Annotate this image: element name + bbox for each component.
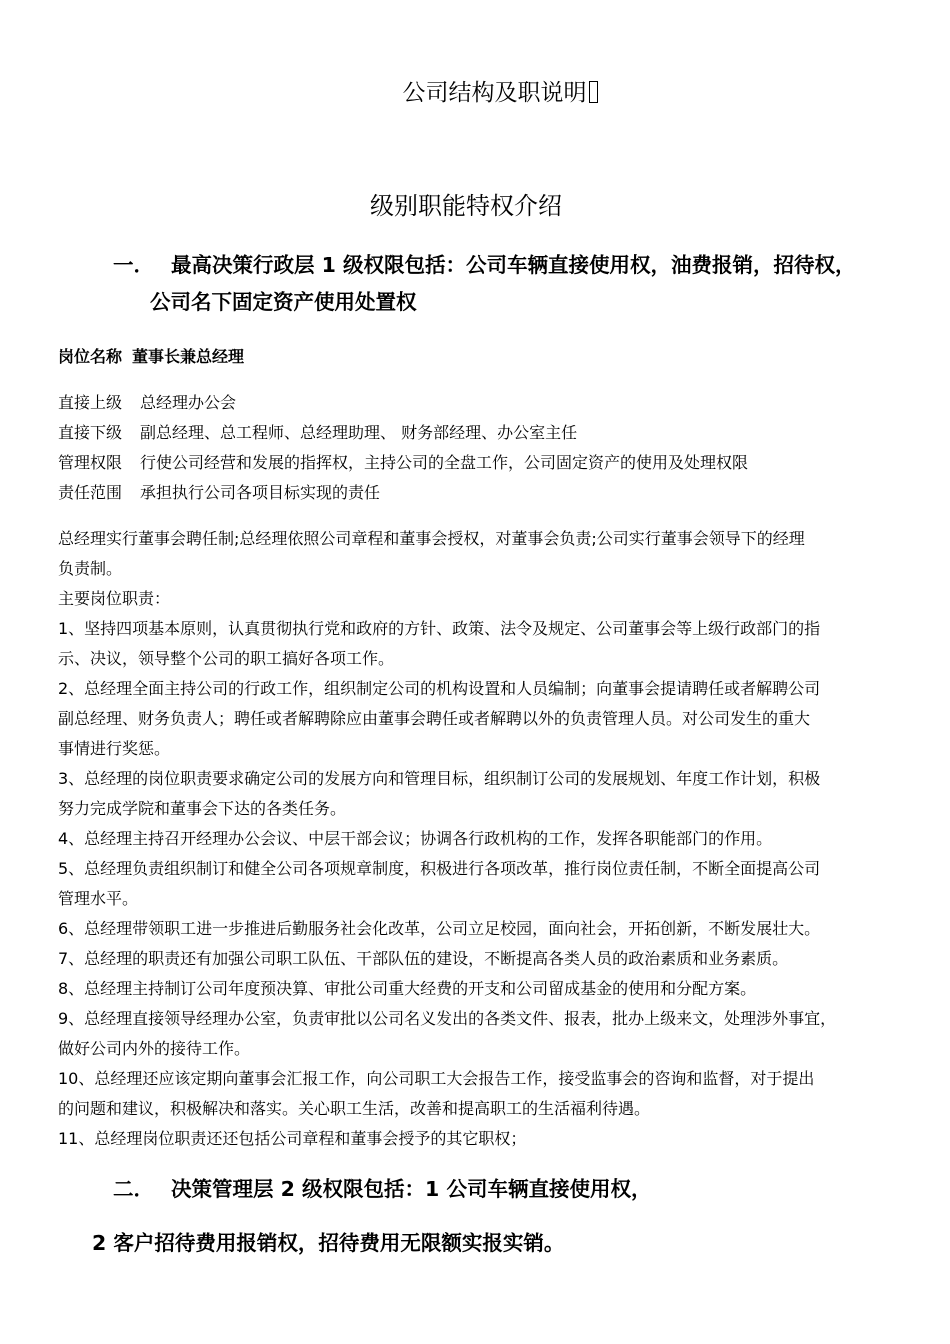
info-row xyxy=(58,418,748,448)
info-row xyxy=(58,448,748,478)
paragraph xyxy=(58,614,908,674)
heading-one-line1 xyxy=(113,248,856,282)
paragraph-line: 管理水平。 xyxy=(58,889,139,908)
info-key: 直接下级 xyxy=(58,423,123,442)
paragraph xyxy=(58,674,908,764)
paragraph xyxy=(58,1064,908,1124)
position-label: 岗位名称 xyxy=(58,347,123,366)
heading-two-line1 xyxy=(113,1172,651,1206)
paragraph-line: 5、总经理负责组织制订和健全公司各项规章制度，积极进行各项改革，推行岗位责任制，不断全面提高公司 xyxy=(58,859,821,878)
paragraph xyxy=(58,944,908,974)
heading-one-number: 一． xyxy=(113,253,154,277)
paragraph-line: 6、总经理带领职工进一步推进后勤服务社会化改革，公司立足校园，面向社会，开拓创新，不断发展壮大。 xyxy=(58,919,821,938)
paragraph-line: 1、坚持四项基本原则，认真贯彻执行党和政府的方针、政策、法令及规定、公司董事会等上级行政部门的指 xyxy=(58,619,821,638)
paragraph-line: 9、总经理直接领导经理办公室，负责审批以公司名义发出的各类文件、报表，批办上级来文，处理涉外事宜， xyxy=(58,1009,837,1028)
duties-body xyxy=(58,524,908,1154)
paragraph xyxy=(58,584,908,614)
heading-two-number: 二． xyxy=(113,1177,154,1201)
info-table xyxy=(58,388,748,508)
paragraph xyxy=(58,524,908,584)
paragraph-line: 示、决议，领导整个公司的职工搞好各项工作。 xyxy=(58,649,395,668)
info-value: 承担执行公司各项目标实现的责任 xyxy=(140,483,381,502)
position-value: 董事长兼总经理 xyxy=(132,347,245,366)
paragraph xyxy=(58,1124,908,1154)
paragraph xyxy=(58,1004,908,1064)
paragraph-line: 8、总经理主持制订公司年度预决算、审批公司重大经费的开支和公司留成基金的使用和分配方案。 xyxy=(58,979,757,998)
paragraph xyxy=(58,854,908,914)
info-value: 行使公司经营和发展的指挥权，主持公司的全盘工作，公司固定资产的使用及处理权限 xyxy=(140,453,749,472)
paragraph xyxy=(58,824,908,854)
info-row xyxy=(58,478,748,508)
document-title-text: 公司结构及职说明 xyxy=(402,80,587,106)
paragraph xyxy=(58,764,908,824)
paragraph-line: 事情进行奖惩。 xyxy=(58,739,171,758)
paragraph-line: 11、总经理岗位职责还还包括公司章程和董事会授予的其它职权； xyxy=(58,1129,527,1148)
info-key: 直接上级 xyxy=(58,393,123,412)
paragraph-line: 的问题和建议，积极解决和落实。关心职工生活，改善和提高职工的生活福利待遇。 xyxy=(58,1099,651,1118)
info-key: 管理权限 xyxy=(58,453,123,472)
heading-two-line2: 2 客户招待费用报销权，招待费用无限额实报实销。 xyxy=(92,1231,565,1255)
info-key: 责任范围 xyxy=(58,483,123,502)
paragraph-line: 7、总经理的职责还有加强公司职工队伍、干部队伍的建设，不断提高各类人员的政治素质和业务素质。 xyxy=(58,949,789,968)
info-value: 副总经理、总工程师、总经理助理、 财务部经理、办公室主任 xyxy=(140,423,578,442)
document-title xyxy=(0,74,950,107)
paragraph xyxy=(58,974,908,1004)
paragraph-line: 负责制。 xyxy=(58,559,123,578)
info-value: 总经理办公会 xyxy=(140,393,237,412)
heading-one-line2: 公司名下固定资产使用处置权 xyxy=(150,290,417,314)
position-row xyxy=(58,344,244,367)
paragraph-line: 10、总经理还应该定期向董事会汇报工作，向公司职工大会报告工作，接受监事会的咨询和监督，对于提出 xyxy=(58,1069,815,1088)
paragraph-line: 副总经理、财务负责人；聘任或者解聘除应由董事会聘任或者解聘以外的负责管理人员。对公司发生的重大 xyxy=(58,709,811,728)
info-row xyxy=(58,388,748,418)
paragraph-line: 4、总经理主持召开经理办公会议、中层干部会议；协调各行政机构的工作，发挥各职能部门的作用。 xyxy=(58,829,773,848)
paragraph-line: 努力完成学院和董事会下达的各类任务。 xyxy=(58,799,347,818)
paragraph-line: 主要岗位职责： xyxy=(58,589,171,608)
heading-one-text: 最高决策行政层 1 级权限包括：公司车辆直接使用权，油费报销，招待权， xyxy=(171,253,856,277)
paragraph-line: 总经理实行董事会聘任制;总经理依照公司章程和董事会授权，对董事会负责;公司实行董事会领导下的经理 xyxy=(58,529,805,548)
paragraph-line: 做好公司内外的接待工作。 xyxy=(58,1039,251,1058)
heading-two-text: 决策管理层 2 级权限包括：1 公司车辆直接使用权， xyxy=(171,1177,652,1201)
paragraph xyxy=(58,914,908,944)
section-title: 级别职能特权介绍 xyxy=(370,192,562,220)
paragraph-line: 3、总经理的岗位职责要求确定公司的发展方向和管理目标，组织制订公司的发展规划、年度工作计划，积极 xyxy=(58,769,821,788)
missing-glyph-icon xyxy=(589,81,598,103)
paragraph-line: 2、总经理全面主持公司的行政工作，组织制定公司的机构设置和人员编制；向董事会提请聘任或者解聘公司 xyxy=(58,679,821,698)
